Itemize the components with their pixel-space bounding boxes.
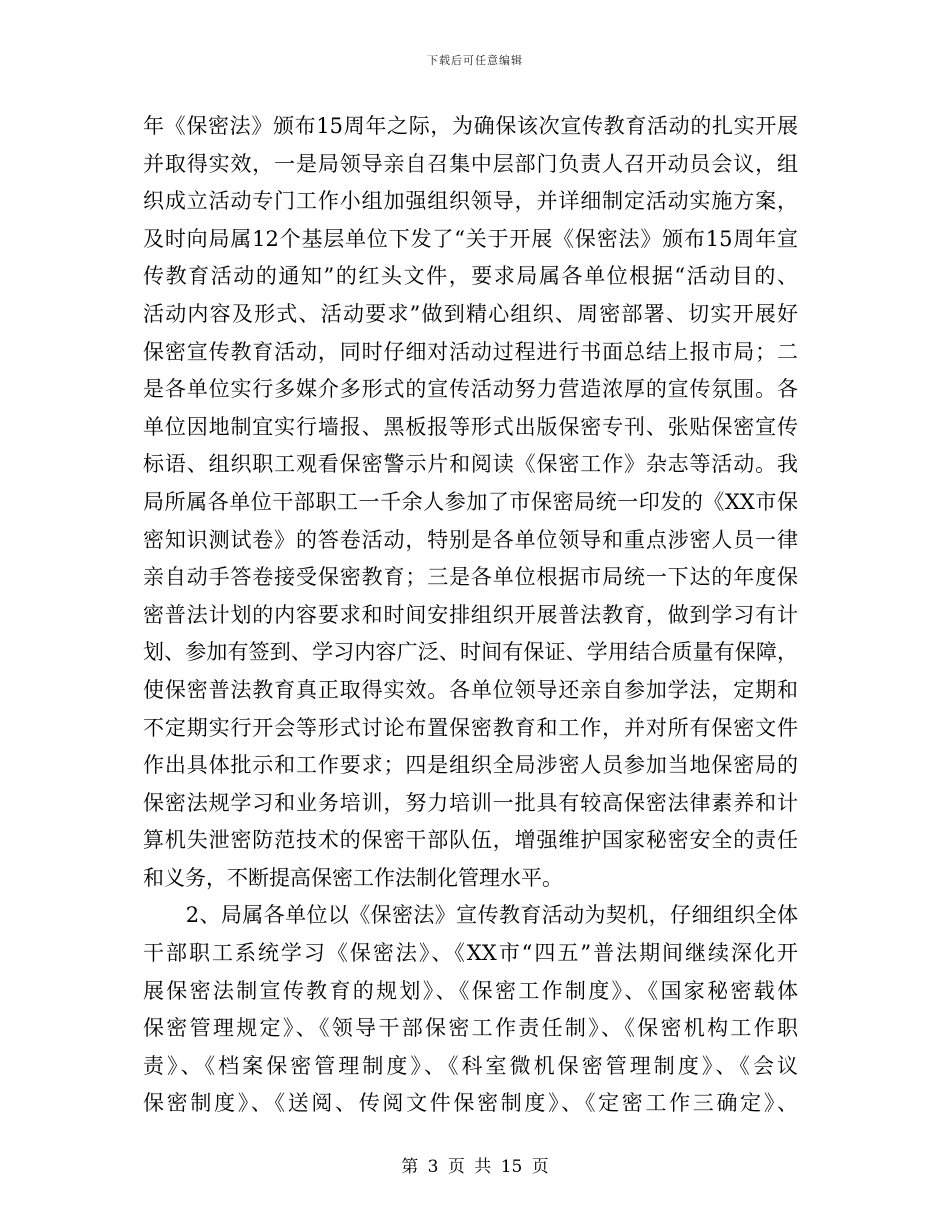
text-line: 2、局属各单位以《保密法》宣传教育活动为契机，仔细组织全体 <box>143 903 798 928</box>
text-line: 单位因地制宜实行墙报、黑板报等形式出版保密专刊、张贴保密宣传 <box>143 414 798 439</box>
text-line: 密普法计划的内容要求和时间安排组织开展普法教育，做到学习有计 <box>143 602 798 627</box>
text-line: 不定期实行开会等形式讨论布置保密教育和工作，并对所有保密文件 <box>143 715 798 740</box>
page-number-footer: 第 3 页 共 15 页 <box>401 1157 549 1177</box>
text-line: 保密管理规定》、《领导干部保密工作责任制》、《保密机构工作职 <box>143 1016 798 1041</box>
text-line: 织成立活动专门工作小组加强组织领导，并详细制定活动实施方案， <box>143 189 798 214</box>
paragraph-end-line: 和义务，不断提高保密工作法制化管理水平。 <box>143 865 563 890</box>
text-line: 标语、组织职工观看保密警示片和阅读《保密工作》杂志等活动。我 <box>143 452 798 477</box>
text-line: 是各单位实行多媒介多形式的宣传活动努力营造浓厚的宣传氛围。各 <box>143 377 798 402</box>
text-line: 密知识测试卷》的答卷活动，特别是各单位领导和重点涉密人员一律 <box>143 527 798 552</box>
text-line: 使保密普法教育真正取得实效。各单位领导还亲自参加学法，定期和 <box>143 677 798 702</box>
text-line: 保密宣传教育活动，同时仔细对活动过程进行书面总结上报市局；二 <box>143 339 798 364</box>
text-line: 责》、《档案保密管理制度》、《科室微机保密管理制度》、《会议 <box>143 1053 798 1078</box>
text-line: 干部职工系统学习《保密法》、《XX市“四五”普法期间继续深化开 <box>143 941 798 966</box>
text-line: 作出具体批示和工作要求；四是组织全局涉密人员参加当地保密局的 <box>143 753 798 778</box>
document-body <box>143 108 798 1123</box>
text-line: 传教育活动的通知”的红头文件，要求局属各单位根据“活动目的、 <box>143 264 798 289</box>
text-line: 及时向局属12个基层单位下发了“关于开展《保密法》颁布15周年宣 <box>143 226 798 251</box>
text-line: 亲自动手答卷接受保密教育；三是各单位根据市局统一下达的年度保 <box>143 565 798 590</box>
text-line: 并取得实效，一是局领导亲自召集中层部门负责人召开动员会议，组 <box>143 151 798 176</box>
text-line: 划、参加有签到、学习内容广泛、时间有保证、学用结合质量有保障， <box>143 640 798 665</box>
text-line: 年《保密法》颁布15周年之际，为确保该次宣传教育活动的扎实开展 <box>143 114 798 138</box>
text-line: 保密法规学习和业务培训，努力培训一批具有较高保密法律素养和计 <box>143 790 798 815</box>
text-line: 展保密法制宣传教育的规划》、《保密工作制度》、《国家秘密载体 <box>143 978 798 1003</box>
page-header: 下载后可任意编辑 <box>427 54 523 67</box>
text-line: 活动内容及形式、活动要求”做到精心组织、周密部署、切实开展好 <box>143 301 798 326</box>
text-line: 算机失泄密防范技术的保密干部队伍，增强维护国家秘密安全的责任 <box>143 828 798 853</box>
text-line: 保密制度》、《送阅、传阅文件保密制度》、《定密工作三确定》、 <box>143 1091 798 1116</box>
text-line: 局所属各单位干部职工一千余人参加了市保密局统一印发的《XX市保 <box>143 489 798 514</box>
